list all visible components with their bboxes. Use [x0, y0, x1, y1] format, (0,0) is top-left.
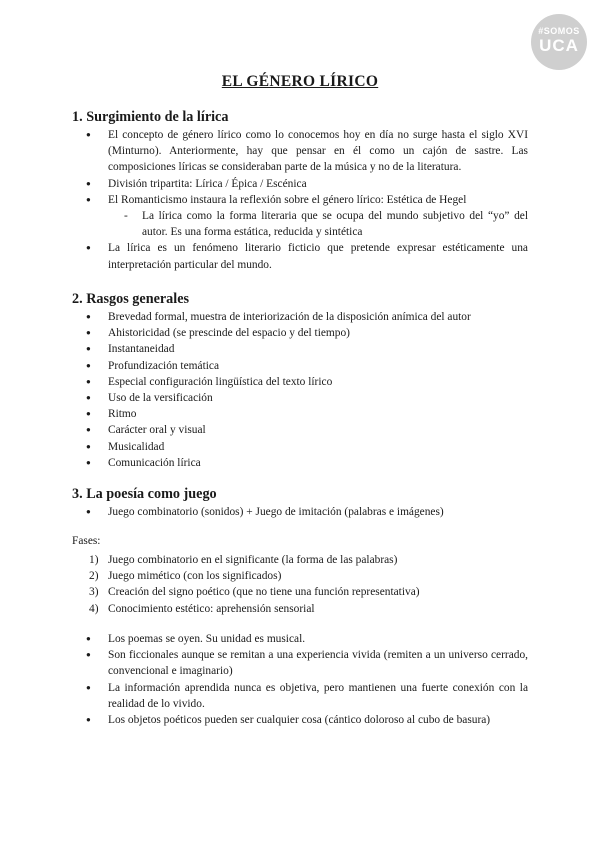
list-item: ● Los poemas se oyen. Su unidad es musical. — [86, 631, 528, 647]
list-item-text: El Romanticismo instaura la reflexión sobre el género lírico: Estética de Hegel — [108, 193, 467, 206]
phase-text: Juego combinatorio en el significante (la forma de las palabras) — [108, 554, 398, 566]
list-item: ● Instantaneidad — [86, 341, 528, 357]
phase-text: Juego mimético (con los significados) — [108, 570, 282, 583]
phase-text: Conocimiento estético: aprehensión sensorial — [108, 602, 315, 615]
list-item: ● Ritmo — [86, 406, 528, 422]
section-3-heading: 3. La poesía como juego — [72, 486, 217, 502]
list-item: ● Juego combinatorio (sonidos) + Juego de imitación (palabras e imágenes) — [86, 504, 528, 520]
list-item — [86, 192, 528, 241]
list-item: ● Ahistoricidad (se prescinde del espacio y del tiempo) — [86, 325, 528, 341]
phases-list — [86, 552, 528, 617]
section-3-list — [86, 504, 528, 520]
list-item: ● Musicalidad — [86, 439, 528, 455]
phases-label: Fases: — [72, 535, 101, 547]
phase-number: 2) — [89, 570, 99, 583]
list-item: ● Los objetos poéticos pueden ser cualquier cosa (cántico doloroso al cubo de basura) — [86, 712, 528, 728]
phase-item — [86, 568, 528, 584]
list-item: ● El concepto de género lírico como lo conocemos hoy en día no surge hasta el siglo XVI (Minturno). Anteriormente, hay que pensar en él como un cajón de sastre. Las composiciones líricas se consideraban parte de la música y no de la literatura. — [86, 127, 528, 176]
list-item: ● Brevedad formal, muestra de interiorización de la disposición anímica del autor — [86, 309, 528, 325]
uca-logo — [531, 14, 587, 70]
list-item: ● Especial configuración lingüística del texto lírico — [86, 374, 528, 390]
phase-text: Creación del signo poético (que no tiene una función representativa) — [108, 586, 420, 599]
document-title: EL GÉNERO LÍRICO — [221, 73, 379, 90]
list-item: ● Uso de la versificación — [86, 390, 528, 406]
list-item: ● La información aprendida nunca es objetiva, pero mantienen una fuerte conexión con la realidad de lo vivido. — [86, 680, 528, 712]
list-item: ● Comunicación lírica — [86, 455, 528, 471]
logo-top-text: #SOMOS — [538, 26, 580, 36]
phase-item — [86, 552, 528, 568]
phase-number: 4) — [89, 602, 99, 615]
phase-item — [86, 601, 528, 617]
logo-bottom-text: UCA — [539, 36, 579, 55]
phase-number: 1) — [89, 554, 99, 566]
section-3-closing-list — [86, 631, 528, 728]
phase-item — [86, 584, 528, 600]
phase-number: 3) — [89, 586, 99, 599]
sub-list-item: - La lírica como la forma literaria que se ocupa del mundo subjetivo del “yo” del autor. Es una forma estática, reducida y sintética — [124, 208, 528, 240]
list-item: ● La lírica es un fenómeno literario ficticio que pretende expresar estéticamente una interpretación particular del mundo. — [86, 240, 528, 272]
section-1-heading: 1. Surgimiento de la lírica — [72, 109, 229, 125]
sub-list — [108, 208, 528, 240]
list-item: ● Carácter oral y visual — [86, 422, 528, 438]
section-2-list — [86, 309, 528, 471]
list-item: ● División tripartita: Lírica / Épica / Escénica — [86, 176, 528, 192]
list-item: ● Profundización temática — [86, 358, 528, 374]
list-item: ● Son ficcionales aunque se remitan a una experiencia vivida (remiten a un universo cerrado, convencional e imaginario) — [86, 647, 528, 679]
section-2-heading: 2. Rasgos generales — [72, 291, 190, 307]
section-1-list — [86, 127, 528, 273]
